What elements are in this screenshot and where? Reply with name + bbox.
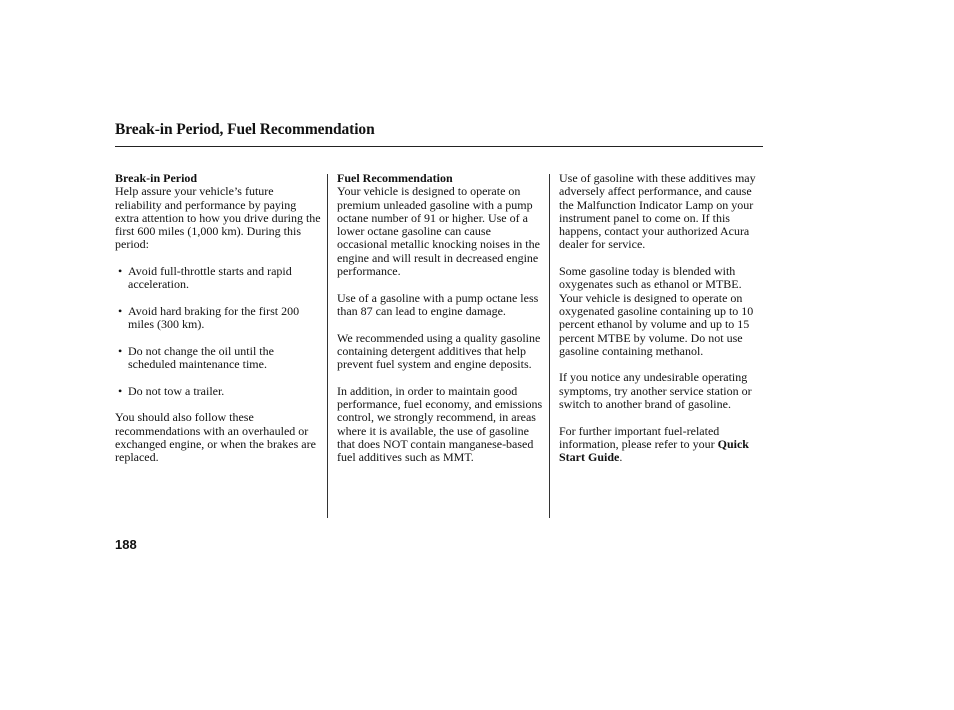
fuel-column	[337, 172, 543, 478]
quick-start-guide-reference: Quick Start Guide	[559, 436, 749, 465]
break-in-closing: You should also follow these recommendations with an overhauled or exchanged engine, or when the brakes are replaced.	[115, 410, 316, 465]
page-number: 188	[115, 537, 137, 552]
bullet-icon: •	[118, 303, 123, 318]
fuel-paragraph: Your vehicle is designed to operate on premium unleaded gasoline with a pump octane number of 91 or higher. Use of a lower octane gasoline can cause occasional metallic knocking noises in the engine and will result in decreased engine performance.	[337, 184, 540, 279]
column-divider-2	[549, 174, 550, 518]
bullet-text: Avoid hard braking for the first 200 miles (300 km).	[128, 303, 300, 332]
fuel-paragraph: Some gasoline today is blended with oxygenates such as ethanol or MTBE. Your vehicle is designed to operate on oxygenated gasoline containing up to 10 percent ethanol by volume and up to 15 percent MTBE by volume. Do not use gasoline containing methanol.	[559, 264, 754, 358]
break-in-heading: Break-in Period	[115, 171, 198, 185]
bullet-icon: •	[118, 264, 123, 279]
bullet-icon: •	[118, 343, 123, 358]
fuel-reference-paragraph	[559, 425, 763, 465]
break-in-bullet-list	[115, 265, 323, 398]
bullet-icon: •	[118, 383, 123, 398]
bullet-text: Do not change the oil until the scheduled maintenance time.	[128, 343, 274, 372]
fuel-paragraph: If you notice any undesirable operating symptoms, try another service station or switch to another brand of gasoline.	[559, 370, 752, 412]
fuel-paragraph: In addition, in order to maintain good performance, fuel economy, and emissions control, we strongly recommend, in areas where it is available, the use of gasoline that does NOT contain manganese-based fuel additives such as MMT.	[337, 383, 543, 465]
list-item	[115, 305, 323, 332]
bullet-text: Avoid full-throttle starts and rapid acceleration.	[128, 264, 292, 292]
column-divider-1	[327, 174, 328, 518]
break-in-column	[115, 172, 323, 478]
list-item	[115, 385, 323, 398]
fuel-paragraph: Use of a gasoline with a pump octane less than 87 can lead to engine damage.	[337, 290, 539, 318]
fuel-paragraph: Use of gasoline with these additives may adversely affect performance, and cause the Malfunction Indicator Lamp on your instrument panel to come on. If this happens, contact your authorized Acura dealer for service.	[559, 171, 756, 252]
list-item	[115, 345, 323, 372]
fuel-continued-column	[559, 172, 763, 478]
list-item	[115, 265, 323, 292]
reference-period: .	[619, 450, 623, 465]
title-rule	[115, 146, 763, 147]
bullet-text: Do not tow a trailer.	[128, 383, 225, 398]
fuel-heading: Fuel Recommendation	[337, 171, 453, 185]
page-title: Break-in Period, Fuel Recommendation	[115, 121, 375, 138]
fuel-paragraph: We recommended using a quality gasoline containing detergent additives that help prevent fuel system and engine deposits.	[337, 330, 541, 372]
reference-text: For further important fuel-related information, please refer to your	[559, 423, 720, 451]
break-in-intro: Help assure your vehicle’s future reliability and performance by paying extra attention to how you drive during the first 600 miles (1,000 km). During this period:	[115, 184, 321, 252]
